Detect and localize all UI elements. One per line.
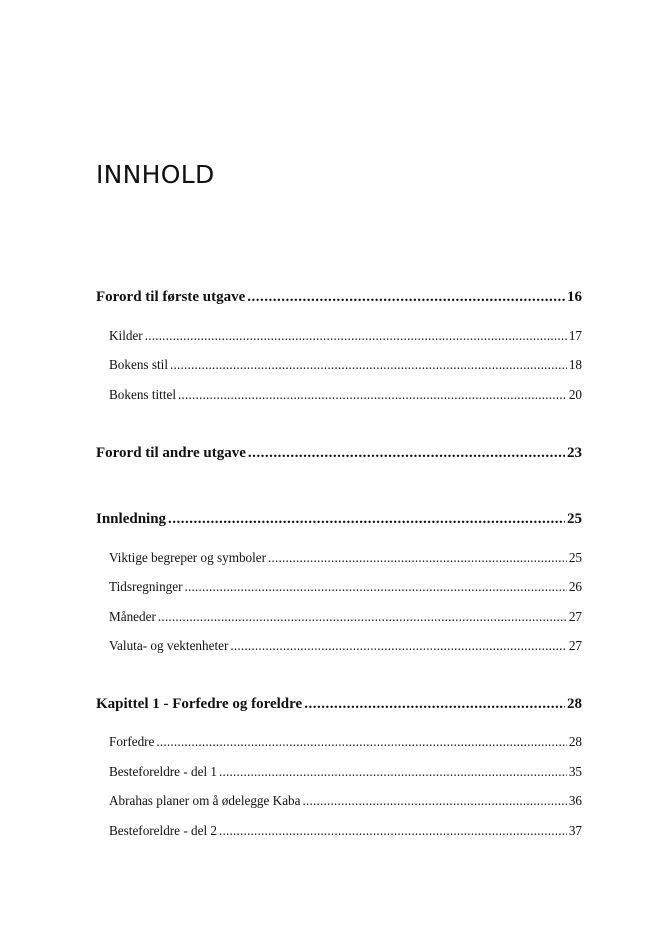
toc-entry-page: 27	[568, 609, 582, 624]
dot-leader	[185, 579, 567, 595]
toc-entry-title: Kilder	[109, 328, 143, 343]
dot-leader	[170, 357, 567, 373]
dot-leader	[219, 764, 567, 780]
toc-entry-title: Besteforeldre - del 1	[109, 764, 218, 779]
toc-entry-page: 27	[568, 638, 582, 653]
toc-entry[interactable]	[96, 511, 582, 528]
toc-entry-title: Kapittel 1 - Forfedre og foreldre	[96, 696, 303, 712]
toc-entry-page: 17	[568, 328, 582, 343]
toc-entry-page: 25	[567, 511, 582, 527]
dot-leader	[168, 511, 565, 528]
toc-entry[interactable]	[109, 823, 582, 839]
toc-entry-title: Forord til første utgave	[96, 289, 246, 305]
dot-leader	[145, 328, 567, 344]
dot-leader	[219, 823, 567, 839]
toc-entry[interactable]	[109, 638, 582, 654]
toc-entry[interactable]	[96, 445, 582, 462]
toc-entry-page: 28	[567, 696, 582, 712]
dot-leader	[303, 793, 567, 809]
dot-leader	[268, 550, 567, 566]
toc-entry-title: Måneder	[109, 609, 156, 624]
toc-entry-page: 18	[568, 357, 582, 372]
toc-entry-title: Abrahas planer om å ødelegge Kaba	[109, 793, 301, 808]
toc-entry[interactable]	[109, 328, 582, 344]
dot-leader	[178, 387, 567, 403]
toc-entry-title: Forfedre	[109, 734, 155, 749]
toc-entry[interactable]	[109, 609, 582, 625]
toc-entry-title: Forord til andre utgave	[96, 445, 246, 461]
toc-entry[interactable]	[96, 696, 582, 713]
page-heading: INNHOLD	[96, 160, 215, 189]
toc-entry-title: Tidsregninger	[109, 579, 183, 594]
dot-leader	[156, 734, 566, 750]
toc-entry-page: 28	[568, 734, 582, 749]
toc-entry[interactable]	[109, 793, 582, 809]
dot-leader	[247, 289, 565, 306]
toc-entry[interactable]	[109, 550, 582, 566]
dot-leader	[248, 445, 565, 462]
dot-leader	[304, 696, 565, 713]
toc-entry-page: 35	[568, 764, 582, 779]
toc-entry-title: Valuta- og vektenheter	[109, 638, 229, 653]
toc-entry-page: 20	[568, 387, 582, 402]
toc-entry[interactable]	[96, 289, 582, 306]
toc-entry-page: 16	[567, 289, 582, 305]
toc-entry-title: Bokens stil	[109, 357, 168, 372]
toc-entry-page: 37	[568, 823, 582, 838]
toc-entry-page: 23	[567, 445, 582, 461]
toc-entry[interactable]	[109, 387, 582, 403]
dot-leader	[230, 638, 566, 654]
toc-entry-page: 25	[568, 550, 582, 565]
toc-entry[interactable]	[109, 579, 582, 595]
dot-leader	[158, 609, 567, 625]
toc-entry[interactable]	[109, 764, 582, 780]
toc-entry[interactable]	[109, 357, 582, 373]
toc-entry-title: Innledning	[96, 511, 167, 527]
toc-entry-title: Bokens tittel	[109, 387, 177, 402]
toc-entry-page: 36	[568, 793, 582, 808]
toc-entry[interactable]	[109, 734, 582, 750]
toc-entry-page: 26	[568, 579, 582, 594]
toc-entry-title: Viktige begreper og symboler	[109, 550, 267, 565]
toc-entry-title: Besteforeldre - del 2	[109, 823, 218, 838]
